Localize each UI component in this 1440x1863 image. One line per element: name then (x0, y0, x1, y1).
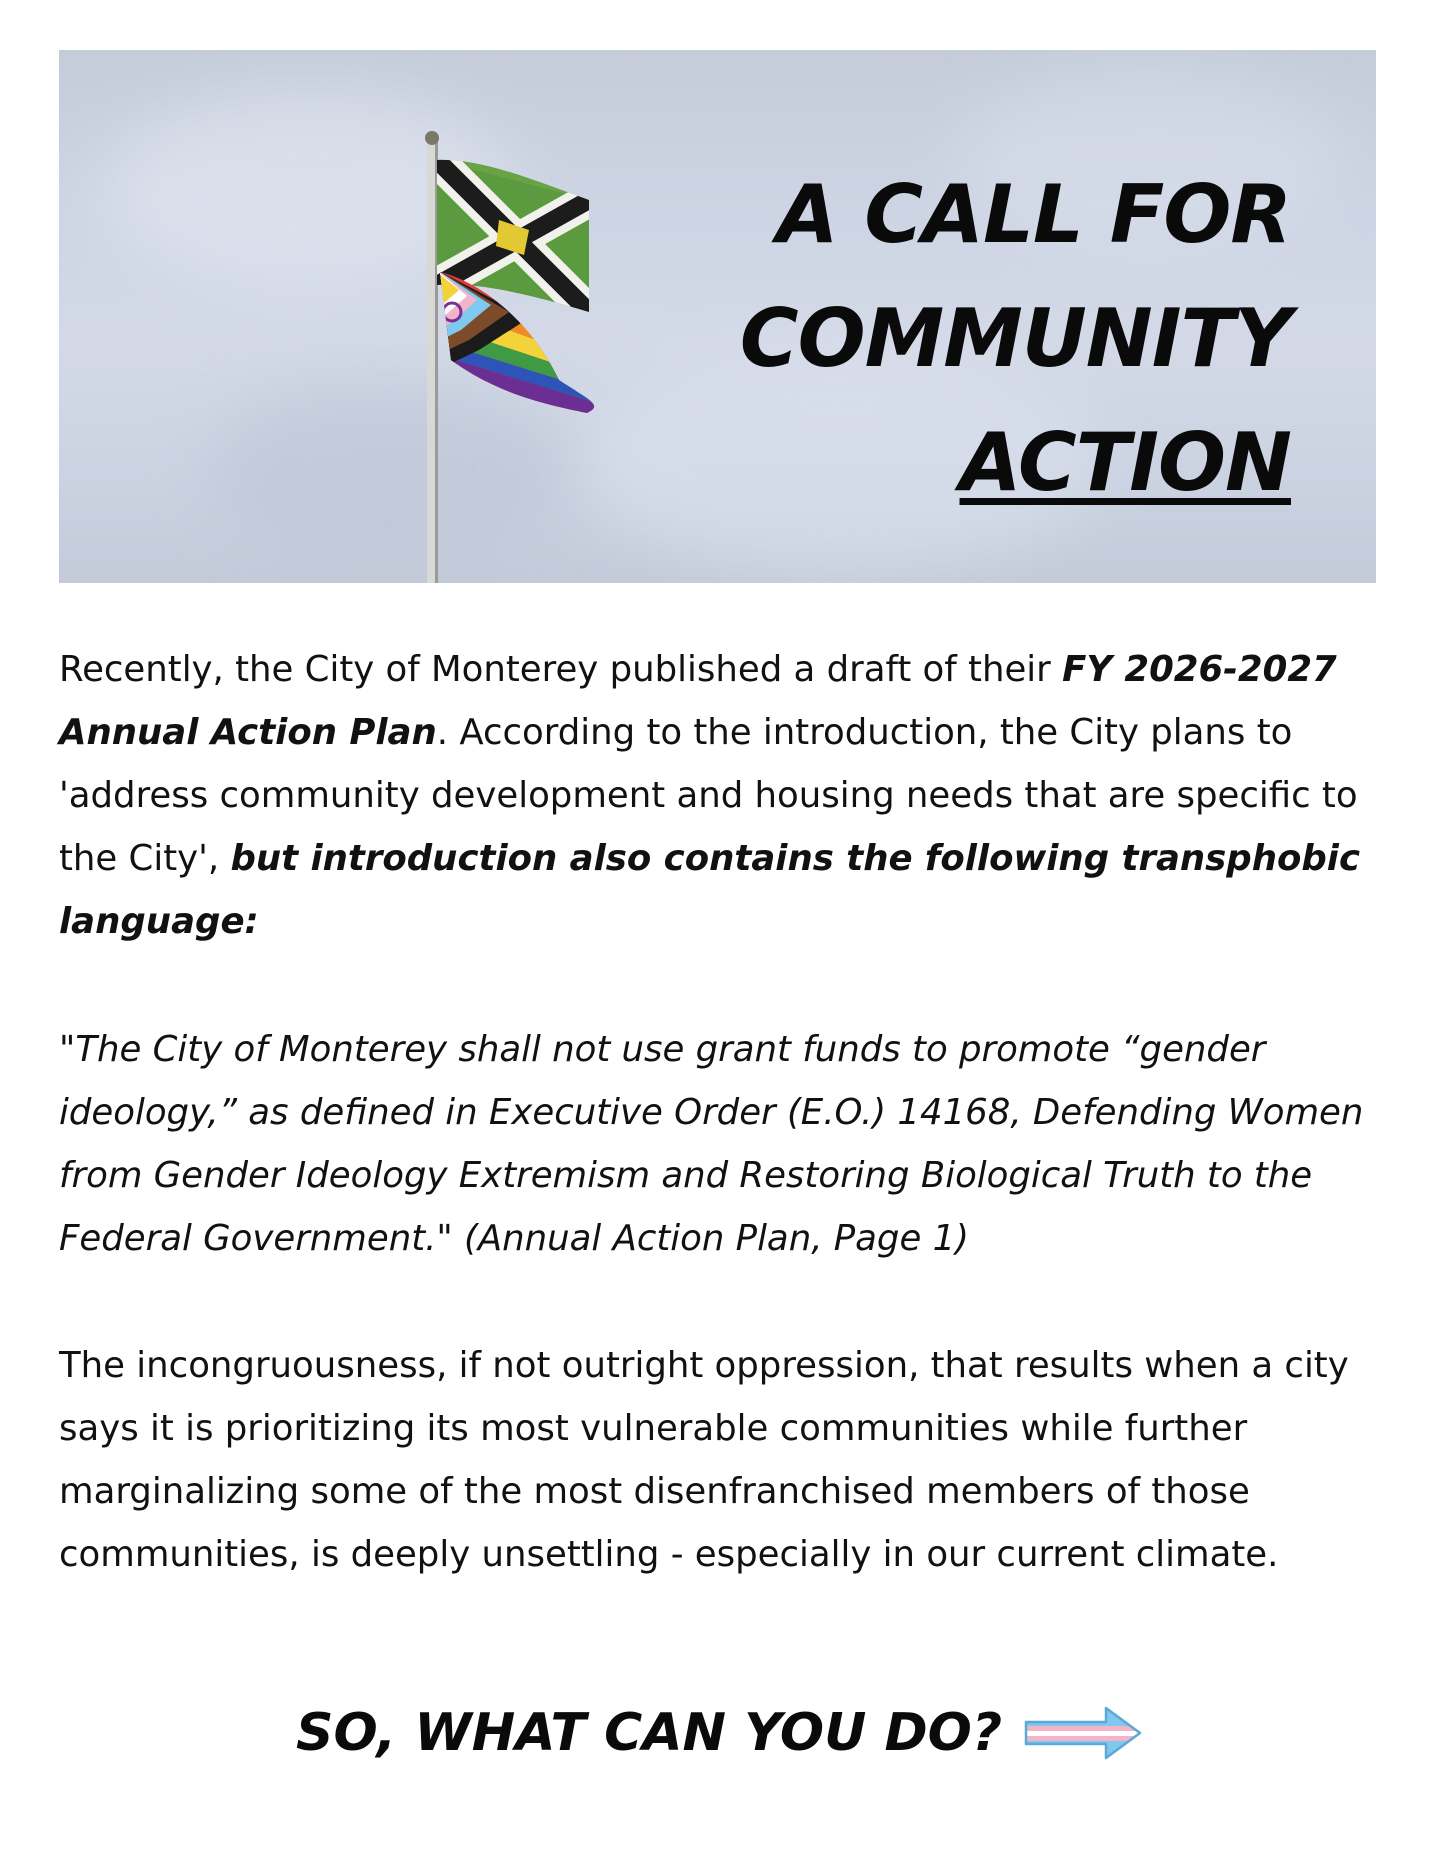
hero-title-line-2: COMMUNITY (739, 292, 1291, 385)
trans-flag-arrow-icon (1024, 1704, 1144, 1762)
intro-text-a: Recently, the City of Monterey published a draft of their (59, 649, 1063, 690)
plan-quote: "The City of Monterey shall not use grant funds to promote “gender ideology,” as defined in Executive Order (E.O.) 14168, Defending Women from Gender Ideology Extremism and Restoring Biological Truth to the Federal Government." (Annual Action Plan, Page 1) (59, 1029, 1364, 1259)
closing-paragraph: The incongruousness, if not outright oppression, that results when a city says it is prioritizing its most vulnerable communities while further marginalizing some of the most disenfranchised members of those communities, is deeply unsettling - especially in our current climate. (59, 1345, 1349, 1575)
intro-text-b: . According to the introduction, the City plans to 'address community development and housing needs that are specific to the City', (59, 712, 1358, 879)
hero-title-line-1: A CALL FOR (776, 168, 1291, 261)
intro-paragraph (59, 638, 1389, 953)
hero-banner (59, 50, 1376, 583)
transphobic-language-callout: but introduction also contains the following transphobic language: (59, 838, 1361, 942)
call-to-action (0, 1688, 1440, 1778)
hero-title-line-3: ACTION (959, 416, 1291, 509)
action-plan-name: FY 2026-2027 Annual Action Plan (59, 649, 1337, 753)
flagpole (425, 131, 439, 583)
hero-title (740, 153, 1291, 525)
cta-heading: SO, WHAT CAN YOU DO? (296, 1703, 1002, 1763)
